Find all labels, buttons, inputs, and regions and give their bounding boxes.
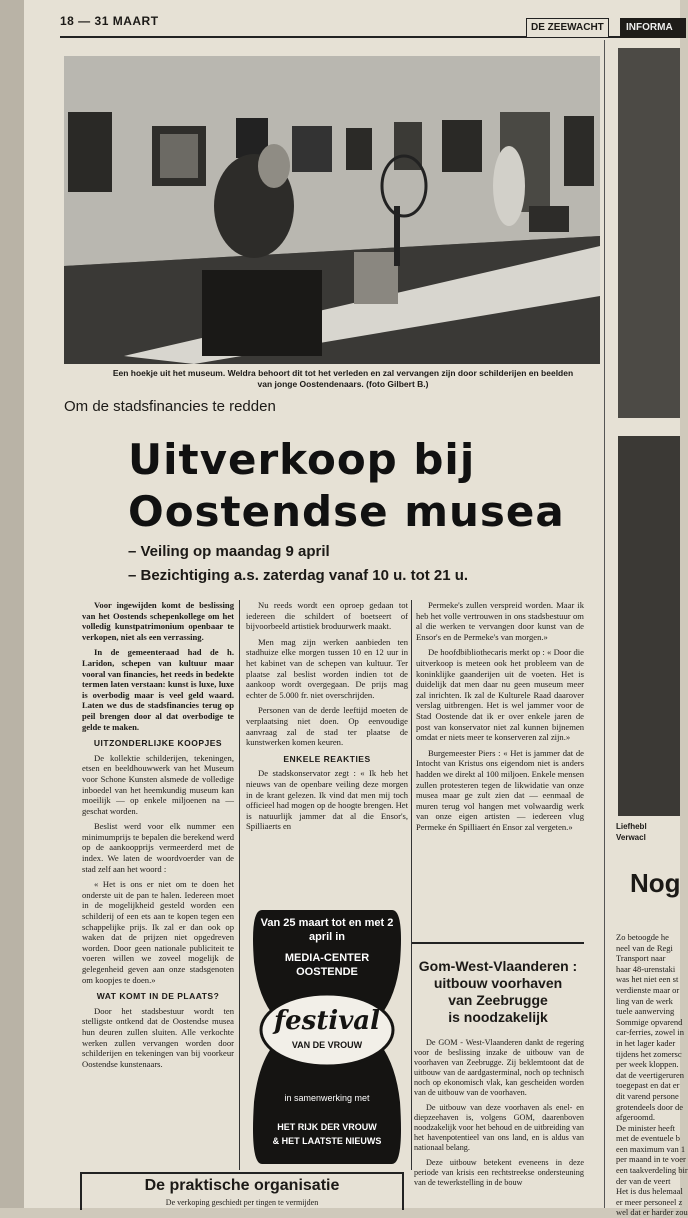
section-tab: INFORMA [620,18,686,38]
column-rule [239,600,240,1170]
adjacent-text-line: toegepast en dat er [616,1080,680,1091]
paragraph: De stadskonservator zegt : « Ik heb het nieuws van de openbare veiling deze morgen in de krant gelezen. Ik vind dat men mij toch officieel had mogen op de hoogte brengen. Het is natuurlijk jammer dat al die Ensor's, Spilliaerts en [246,768,408,832]
adjacent-page [604,40,688,1218]
adjacent-text-line: der van de veert [616,1175,671,1186]
page-date: 18 — 31 MAART [60,14,159,28]
article-column-1 [82,600,234,1074]
paragraph: Burgemeester Piers : « Het is jammer dat de Intocht van Kristus ons eigendom niet is anders hadden we direkt al 100 miljoen. Enkele mensen zullen protesteren tegen de likwidatie van onze musea maar ge zult zien dat — eenmaal de muren terug vol hangen met volwaardig werk van onze eigen artisten — iedereen vlug Permeke én Spilliaert én Ensor zal vergeten.» [416,747,584,832]
adjacent-text-line: car-ferries, zowel in [616,1027,685,1038]
paragraph: « Het is ons er niet om te doen het onderste uit de pan te halen. Iedereen moet in de mogelijkheid gesteld worden een schilderij of een ets aan te kopen tegen een schappelijke prijs. Ik zal er dan ook op waken dat de prijzen niet opgedreven worden. Door geen nationale publiciteit te voeren willen we zoveel mogelijk de gelegenheid geven aan onze stadsgenoten om koopjes te doen.» [82,879,234,985]
ad-dates: Van 25 maart tot en met 2 april in [260,917,394,943]
adjacent-text-line: was het niet een st [616,974,679,985]
adjacent-text-line: Transport naar [616,953,666,964]
adjacent-text-line: wel dat er harder zou [616,1207,688,1218]
adjacent-text-line: ling van de werk [616,995,673,1006]
adjacent-text-line: per maand in te voer [616,1154,686,1165]
gom-headline-line: van Zeebrugge [448,992,548,1008]
paragraph: De uitbouw van deze voorhaven als enel- en diepzeehaven is, volgens GOM, daarenboven noodzakelijk voor het behoud en de uitbreiding van het havenpotentieel van ons land, en is aldus van nationaal belang. [414,1103,584,1152]
gom-top-rule [412,942,584,944]
adjacent-text-line: in het lager kader [616,1037,676,1048]
gom-body [414,1038,584,1193]
ad-cooperation: in samenwerking met [284,1093,370,1103]
box-title: De praktische organisatie [144,1177,340,1194]
article-kicker: Om de stadsfinancies te redden [64,398,276,415]
headline-line-1: Uitverkoop bij [128,435,476,484]
column-rule [411,600,412,1170]
page-gutter [0,0,24,1208]
gom-headline-line: uitbouw voorhaven [433,975,563,991]
adjacent-text-line: met de eventuele b [616,1133,680,1144]
paragraph: Permeke's zullen verspreid worden. Maar ik heb het volle vertrouwen in ons stadsbestuur om al die werken te vervangen door kunst van de Ensor's en de Permeke's van morgen.» [416,600,584,642]
adjacent-text-line: tijdens het zomersc [616,1048,682,1059]
practical-organisation-box [80,1172,404,1210]
paragraph: De hoofdbibliothecaris merkt op : « Door die uitverkoop is meteen ook het probleem van de koninklijke gaanderijen uit de voeten. Het is duidelijk dat men daar nu geen museum meer zal inrichten. Ik zal de Kulturele Raad daarover verslag uitbrengen. Het is wel jammer voor de Stad Oostende dat ik er over enkele jaren de post van konservator niet zal kunnen bijnemen omdat er niets meer te konserveren zal zijn.» [416,647,584,743]
paragraph: Voor ingewijden komt de beslissing van het Oostends schepenkollege om het volledig kunstpatrimonium openbaar te verkopen, niet als een verrassing. [82,600,234,642]
adjacent-text-line: er meer personeel z [616,1196,683,1207]
ad-venue-1: MEDIA-CENTER [284,952,370,964]
section-heading: UITZONDERLIJKE KOOPJES [93,738,223,749]
photo-caption: Een hoekje uit het museum. Weldra behoort dit tot het verleden en zal vervangen zijn door schilderijen en beelden van jonge Oostendenaars. (foto Gilbert B.) [112,368,574,389]
festival-advertisement [244,902,410,1172]
paragraph: Door het stadsbestuur wordt ten stelligste ontkend dat de Oostendse musea hun deuren zullen sluiten. Alle verkochte werken zullen vervangen worden door schilderijen en tekeningen van bij voorkeur Oostendse kunstenaars. [82,1005,234,1069]
ad-partner-2: & HET LAATSTE NIEUWS [272,1136,382,1146]
adjacent-text-line: Sommige opvarend [616,1016,683,1027]
section-heading: ENKELE REAKTIES [283,753,371,764]
adjacent-text-line: haar 48-urenstaki [616,963,676,974]
paragraph: Nu reeds wordt een oproep gedaan tot iedereen die schildert of boetseert of bijvoorbeeld artistiek broduurwerk maakt. [246,600,408,632]
paragraph: De kollektie schilderijen, tekeningen, etsen en beeldhouwwerk van het Museum voor Schone Kunsten alsmede de volledige inboedel van het heemkundig museum kan moeilijk — op enkele miljoenen na — geschat worden. [82,752,234,816]
adjacent-text-line: per week kloppen. [616,1059,679,1070]
paragraph: Deze uitbouw betekent eveneens in deze periode van krisis een rechtstreekse ondersteuning van de tewerkstelling in de bouw [414,1158,584,1187]
paragraph: Personen van de derde leeftijd moeten de verplaatsing niet doen. Op eenvoudige aanvraag zal de stad ter plaatse de kunstwerken komen keuren. [246,705,408,748]
adjacent-text-line: Het is dus helemaal [616,1186,683,1197]
box-first-line: De verkoping geschiedt per tingen te vermijden [165,1198,319,1207]
paper-name: DE ZEEWACHT [526,18,609,38]
adjacent-text-line: dat de veertigeruren [616,1069,684,1080]
ad-venue-2: OOSTENDE [296,966,358,978]
adjacent-text-line: Zo betoogde he [616,932,669,942]
subheadline-viewing: – Bezichtiging a.s. zaterdag vanaf 10 u. tot 21 u. [128,567,469,584]
museum-photo [64,56,600,364]
adjacent-text-line: grotendeels door de [616,1101,684,1112]
adjacent-text-line: afgeroomd. [616,1112,655,1123]
adjacent-caption [616,822,684,843]
subheadline-auction: – Veiling op maandag 9 april [128,543,330,560]
adjacent-text-line: dit varend persone [616,1090,679,1101]
gom-headline [412,958,584,1026]
ad-van-de-vrouw: VAN DE VROUW [291,1040,363,1050]
adjacent-text-line: verdienste maar or [616,984,680,995]
adjacent-photo-1 [618,48,680,418]
adjacent-caption-line: Liefhebl [616,822,647,831]
article-headline [128,434,565,538]
museum-photo-illustration [64,56,600,364]
adjacent-text-column [616,932,688,1218]
adjacent-headline: Nog [630,868,681,898]
adjacent-text-line: neel van de Regi [616,942,673,953]
paragraph: Men mag zijn werken aanbieden ten stadhuize elke morgen tussen 10 en 12 uur in het kabinet van de schepen van kultuur. Ter plaatse zal beslist worden indien tot de aankoop wordt overgegaan. De prijs mag echter de 5.000 fr. niet overschrijden. [246,636,408,700]
section-heading: WAT KOMT IN DE PLAATS? [96,991,220,1002]
adjacent-text-line: De minister heeft [616,1122,676,1133]
adjacent-text-line: een maximum van 1 [616,1143,686,1154]
adjacent-text-line: tuele aanwerving [616,1006,675,1017]
adjacent-photo-2 [618,436,680,816]
article-column-3 [416,600,584,837]
adjacent-text-line: een taakverdeling bir [616,1165,688,1176]
gom-headline-line: Gom-West-Vlaanderen : [418,958,578,974]
ad-festival-logo: festival [273,1006,381,1036]
article-column-2 [246,600,408,837]
adjacent-caption-line: Verwacl [616,832,646,842]
paragraph: De GOM - West-Vlaanderen dankt de regering voor de beslissing inzake de uitbouw van de voorhaven van Zeebrugge. Zij beklemtoont dat de uitbouw van de aardgasterminal, noch op technisch noch op ekonomisch vlak, kan gescheiden worden van de uitbouw van de voorhaven. [414,1038,584,1097]
paragraph: In de gemeenteraad had de h. Laridon, schepen van kultuur maar vooral van financies, het reeds in bedekte termen laten verstaan: kunst is luxe, luxe is overbodig maar is veel geld waard. Laten we dus de stadsfinancies terug op peil brengen door al dat overbodige te gelde te maken. [82,647,234,732]
headline-line-2: Oostendse musea [128,487,565,536]
gom-headline-line: is noodzakelijk [448,1009,548,1025]
ad-partner-1: HET RIJK DER VROUW [277,1122,377,1132]
paragraph: Beslist werd voor elk nummer een minimumprijs te bepalen die berekend werd op de aankoopprijs vermeerderd met de index. We laten de woordvoerder van de stad zelf aan het woord : [82,821,234,874]
